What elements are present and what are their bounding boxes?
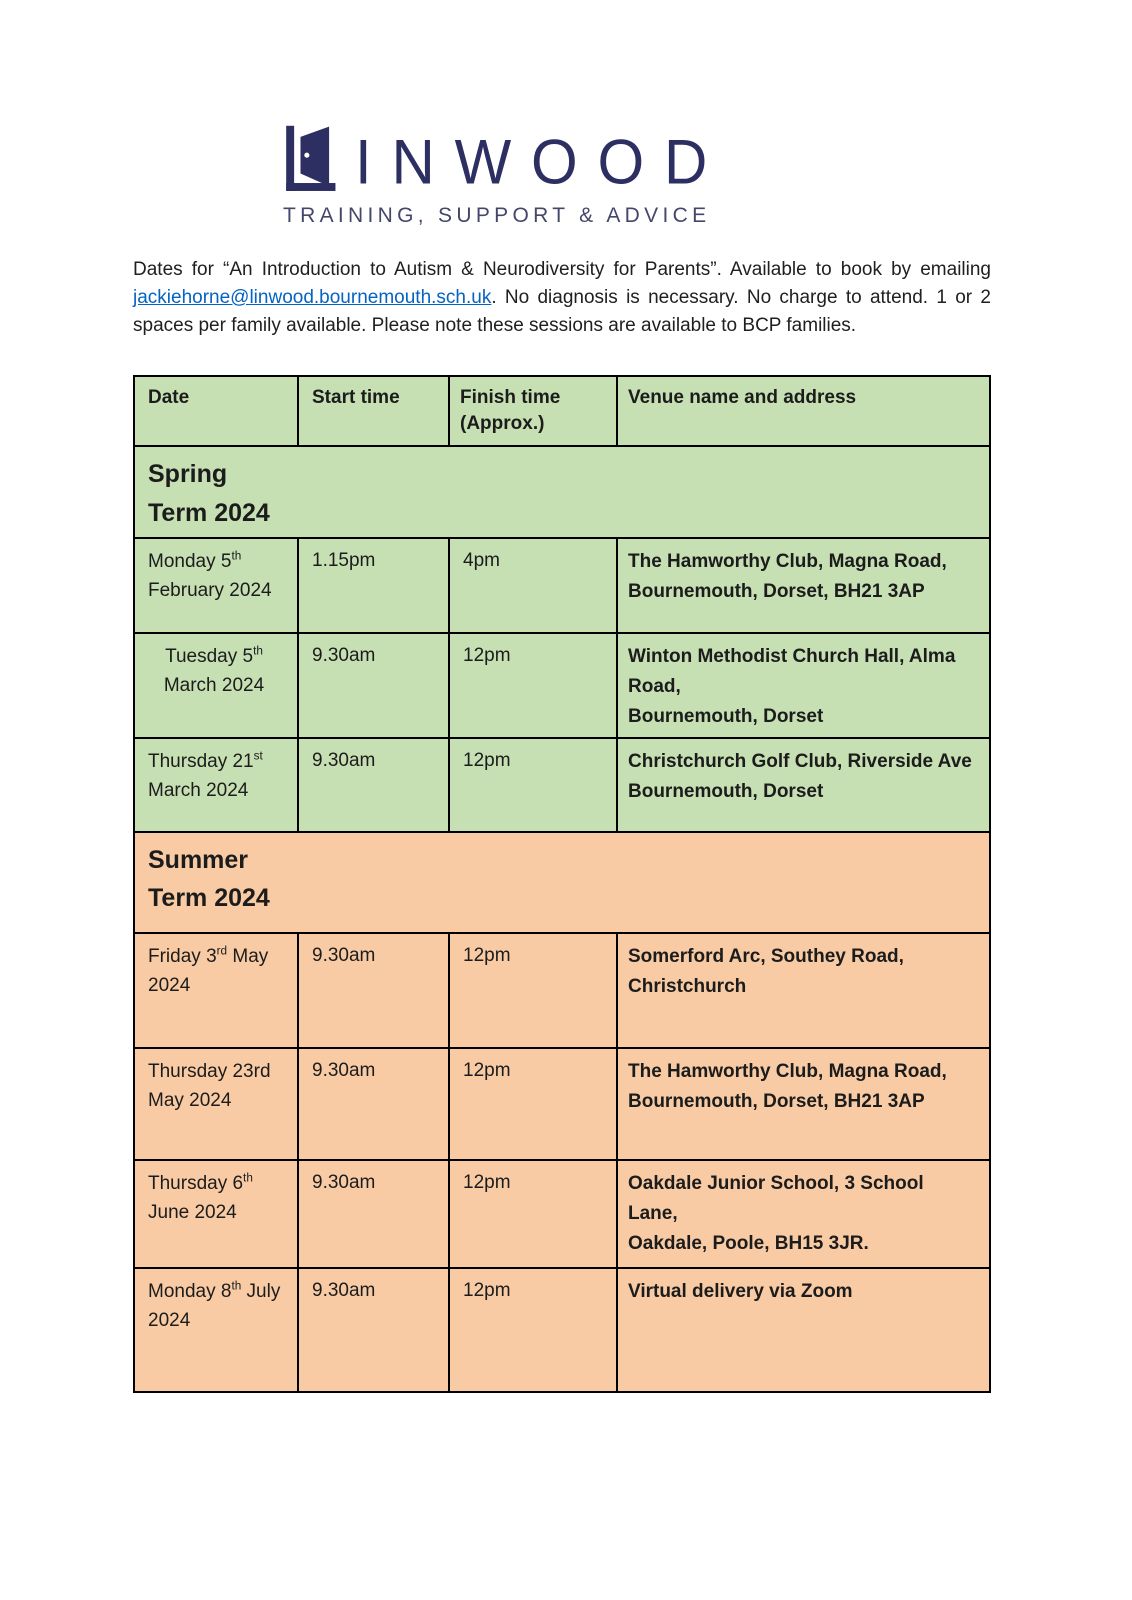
session-row <box>134 933 990 1048</box>
date-cell: Thursday 21st March 2024 <box>134 738 298 832</box>
venue-cell: Oakdale Junior School, 3 School Lane, Oakdale, Poole, BH15 3JR. <box>617 1160 990 1268</box>
date-cell: Monday 8th July 2024 <box>134 1268 298 1392</box>
date-cell: Friday 3rd May 2024 <box>134 933 298 1048</box>
summer-term-title: Summer Term 2024 <box>134 832 990 933</box>
intro-paragraph <box>133 256 991 340</box>
start-time-cell: 9.30am <box>298 1160 449 1268</box>
intro-text-before-link: Dates for “An Introduction to Autism & Neurodiversity for Parents”. Available to book by emailing <box>133 259 991 280</box>
venue-cell: Christchurch Golf Club, Riverside Ave Bournemouth, Dorset <box>617 738 990 832</box>
start-time-cell: 9.30am <box>298 633 449 738</box>
logo-tagline: TRAINING, SUPPORT & ADVICE <box>283 204 711 227</box>
linwood-logo <box>283 118 843 228</box>
summer-term-header-row <box>134 832 990 933</box>
start-time-cell: 9.30am <box>298 933 449 1048</box>
session-row <box>134 1160 990 1268</box>
date-cell: Monday 5th February 2024 <box>134 538 298 633</box>
start-time-cell: 1.15pm <box>298 538 449 633</box>
session-row <box>134 633 990 738</box>
finish-time-cell: 12pm <box>449 1268 617 1392</box>
col-header-start-time: Start time <box>298 376 449 446</box>
col-header-date: Date <box>134 376 298 446</box>
finish-time-cell: 12pm <box>449 933 617 1048</box>
session-row <box>134 738 990 832</box>
email-link[interactable]: jackiehorne@linwood.bournemouth.sch.uk <box>133 286 492 308</box>
venue-cell: The Hamworthy Club, Magna Road, Bournemouth, Dorset, BH21 3AP <box>617 1048 990 1160</box>
session-row <box>134 1048 990 1160</box>
venue-cell: Somerford Arc, Southey Road, Christchurch <box>617 933 990 1048</box>
venue-cell: Virtual delivery via Zoom <box>617 1268 990 1392</box>
start-time-cell: 9.30am <box>298 1048 449 1160</box>
finish-time-cell: 12pm <box>449 633 617 738</box>
table-header-row <box>134 376 990 446</box>
date-cell: Thursday 23rd May 2024 <box>134 1048 298 1160</box>
schedule-table <box>133 375 991 1393</box>
session-row <box>134 538 990 633</box>
finish-time-cell: 4pm <box>449 538 617 633</box>
venue-cell: Winton Methodist Church Hall, Alma Road, Bournemouth, Dorset <box>617 633 990 738</box>
start-time-cell: 9.30am <box>298 738 449 832</box>
finish-time-cell: 12pm <box>449 1048 617 1160</box>
venue-cell: The Hamworthy Club, Magna Road, Bournemouth, Dorset, BH21 3AP <box>617 538 990 633</box>
intro-text-after-link: . No diagnosis is necessary. No charge to attend. 1 or 2 spaces per family available. Please note these sessions are available to BCP families. <box>133 286 991 336</box>
col-header-finish-time: Finish time (Approx.) <box>449 376 617 446</box>
logo-wordmark: INWOOD <box>355 126 728 198</box>
col-header-venue: Venue name and address <box>617 376 990 446</box>
date-cell: Thursday 6th June 2024 <box>134 1160 298 1268</box>
start-time-cell: 9.30am <box>298 1268 449 1392</box>
finish-time-cell: 12pm <box>449 738 617 832</box>
open-door-icon <box>283 118 345 194</box>
date-cell: Tuesday 5th March 2024 <box>134 633 298 738</box>
finish-time-cell: 12pm <box>449 1160 617 1268</box>
session-row <box>134 1268 990 1392</box>
spring-term-title: Spring Term 2024 <box>134 446 990 538</box>
spring-term-header-row <box>134 446 990 538</box>
